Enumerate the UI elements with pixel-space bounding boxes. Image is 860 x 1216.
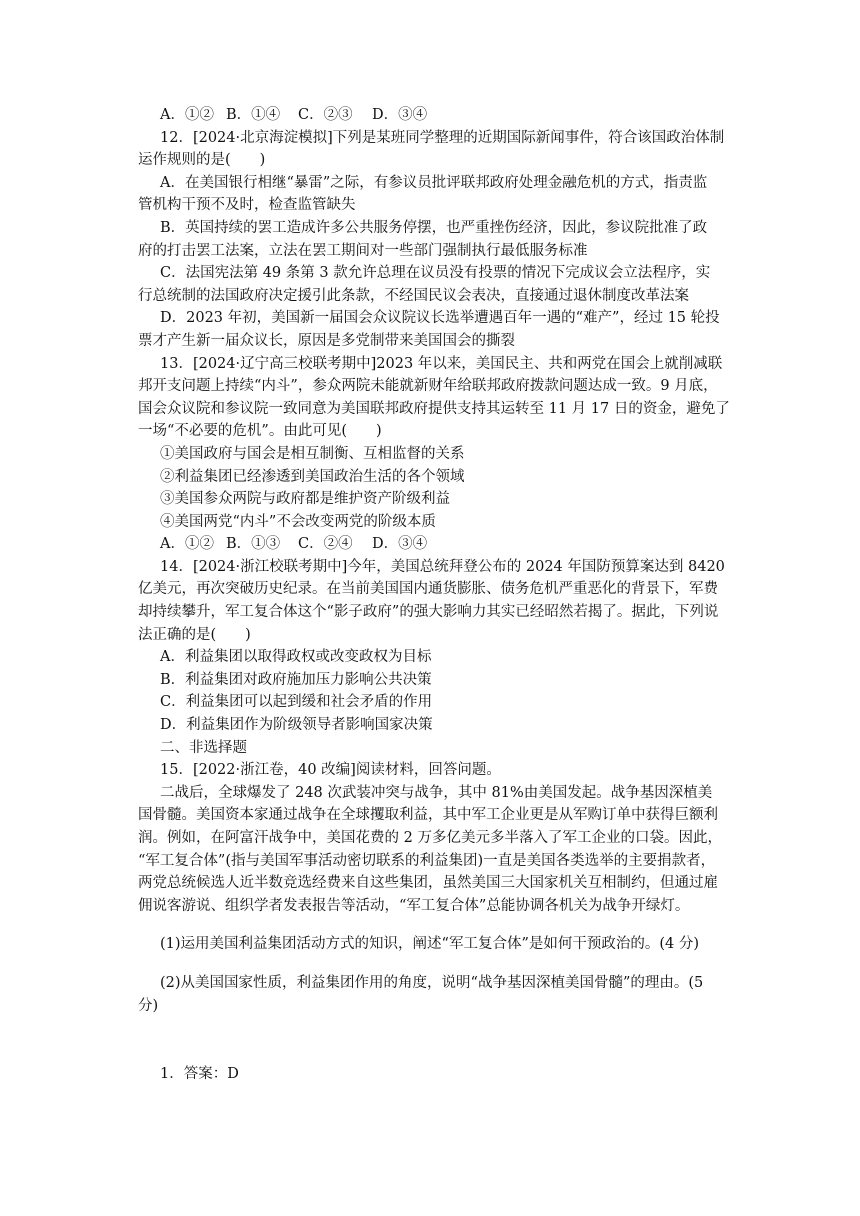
option: D．③④ [372,107,428,123]
q15-material: 二战后，全球爆发了 248 次武装冲突与战争，其中 81%由美国发起。战争基因深植美 [160,784,713,801]
q15-material: 润。例如，在阿富汗战争中，美国花费的 2 万多亿美元多半落入了军工企业的口袋。因此， [138,830,722,846]
question-13-stem: 国会众议院和参议院一致同意为美国联邦政府提供支持其运转至 11 月 17 日的资金，避免了 [138,400,730,417]
q15-material: 国骨髓。美国资本家通过战争在全球攫取利益，其中军工企业更是从军购订单中获得巨额利 [138,807,718,824]
option: D．③④ [372,536,428,553]
option: C．②③ [298,107,353,123]
option: B．①③ [226,536,281,553]
option: B．①④ [226,107,281,123]
q12-option-d-cont: 票才产生新一届众议长，原因是多党制带来美国国会的撕裂 [138,332,515,349]
q12-option-c-cont: 行总统制的法国政府决定援引此条款，不经国民议会表决，直接通过退休制度改革法案 [138,287,689,304]
question-14-stem: 法正确的是( ) [138,626,251,643]
q13-statement: ④美国两党“内斗”不会改变两党的阶级本质 [160,513,436,530]
q12-option-c: C．法国宪法第 49 条第 3 款允许总理在议员没有投票的情况下完成议会立法程序，实 [160,265,711,282]
section-heading: 二、非选择题 [160,739,247,756]
q15-sub-question-1: (1)运用美国利益集团活动方式的知识，阐述“军工复合体”是如何干预政治的。(4 分) [160,936,700,953]
question-13-stem: 邦开支问题上持续“内斗”，参众两院未能就新财年给联邦政府拨款问题达成一致。9 月底， [138,378,718,395]
option: A．①② [160,536,214,553]
question-12-stem: 运作规则的是( ) [138,152,266,169]
q12-option-d: D．2023 年初，美国新一届国会众议院议长选举遭遇百年一遇的“难产”，经过 15 轮投 [160,310,720,327]
option: A．①② [160,107,214,123]
q15-sub-question-2: (2)从美国国家性质，利益集团作用的角度，说明“战争基因深植美国骨髓”的理由。(5 [160,974,704,991]
q15-material: “军工复合体”(指与美国军事活动密切联系的利益集团)一直是美国各类选举的主要捐款者， [138,852,716,869]
document-page [138,104,730,1086]
q13-statement: ①美国政府与国会是相互制衡、互相监督的关系 [160,445,465,462]
answer-1: 1．答案：D [160,1066,239,1083]
q12-option-a-cont: 管机构干预不及时，检查监管缺失 [138,197,356,214]
q15-sub-question-2-cont: 分) [138,997,159,1014]
q14-option-d: D．利益集团作为阶级领导者影响国家决策 [160,717,433,734]
q15-material: 佣说客游说、组织学者发表报告等活动，“军工复合体”总能协调各机关为战争开绿灯。 [138,897,690,914]
question-14-stem: 14．[2024·浙江校联考期中]今年，美国总统拜登公布的 2024 年国防预算案达到 8420 [160,558,725,575]
question-13-stem: 一场“不必要的危机”。由此可见( ) [138,423,382,440]
q12-option-b: B．英国持续的罢工造成许多公共服务停摆，也严重挫伤经济，因此，参议院批准了政 [160,219,708,236]
q12-option-a: A．在美国银行相继“暴雷”之际，有参议员批评联邦政府处理金融危机的方式，指责监 [160,174,708,191]
question-13-stem: 13．[2024·辽宁高三校联考期中]2023 年以来，美国民主、共和两党在国会上就削减联 [160,355,723,372]
question-14-stem: 却持续攀升，军工复合体这个“影子政府”的强大影响力其实已经昭然若揭了。据此，下列说 [138,604,719,621]
question-15-head: 15．[2022·浙江卷，40 改编]阅读材料，回答问题。 [160,762,501,779]
q13-statement: ③美国参众两院与政府都是维护资产阶级利益 [160,491,450,508]
q13-statement: ②利益集团已经渗透到美国政治生活的各个领域 [160,468,465,485]
q14-option-c: C．利益集团可以起到缓和社会矛盾的作用 [160,694,433,711]
q11-options [138,104,710,127]
q14-option-a: A．利益集团以取得政权或改变政权为目标 [160,649,432,666]
q12-option-b-cont: 府的打击罢工法案，立法在罢工期间对一些部门强制执行最低服务标准 [138,242,588,259]
question-12-stem: 12．[2024·北京海淀模拟]下列是某班同学整理的近期国际新闻事件，符合该国政治体制 [160,129,725,146]
q15-material: 两党总统候选人近半数竞选经费来自这些集团，虽然美国三大国家机关互相制约，但通过雇 [138,875,718,892]
option: C．②④ [298,536,353,553]
q13-options [138,533,710,556]
question-14-stem: 亿美元，再次突破历史纪录。在当前美国国内通货膨胀、债务危机严重恶化的背景下，军费 [138,581,718,598]
q14-option-b: B．利益集团对政府施加压力影响公共决策 [160,671,432,688]
